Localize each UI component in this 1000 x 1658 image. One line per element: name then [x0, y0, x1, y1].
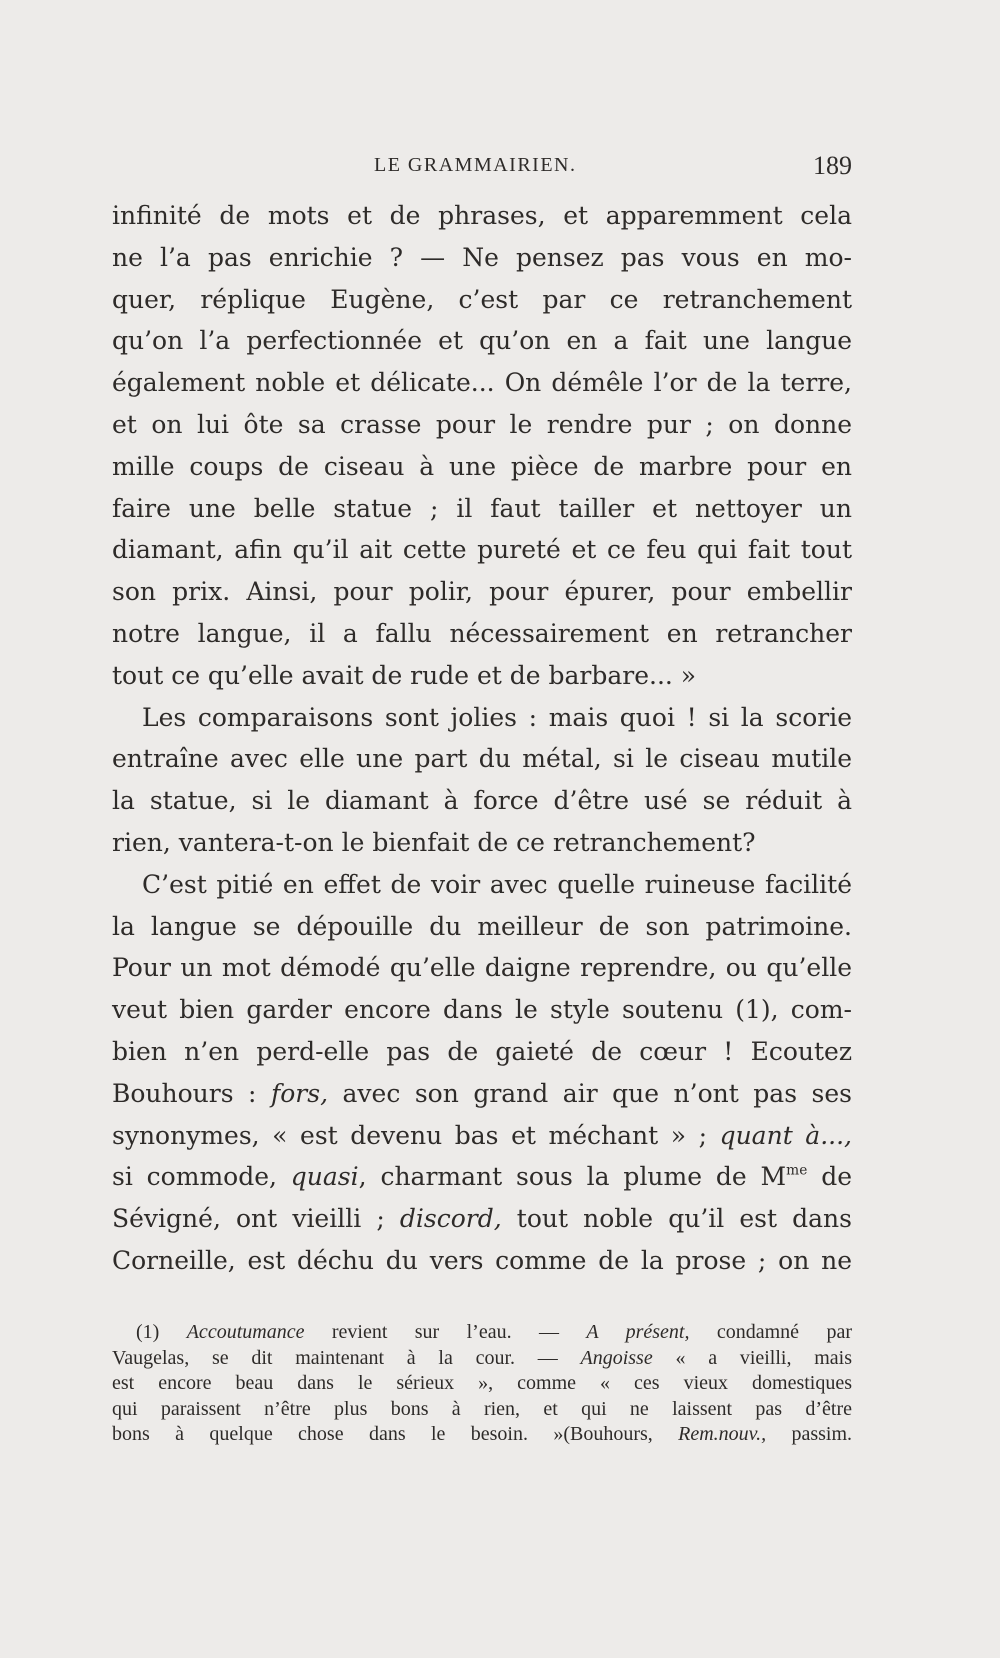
- footnote-line: (1) Accoutumance revient sur l’eau. — A présent, condamné par: [136, 1321, 852, 1343]
- body-text: [112, 195, 852, 1282]
- paragraph-start-line: C’est pitié en effet de voir avec quelle ruineuse facilité: [142, 869, 852, 899]
- text-line: également noble et délicate... On démêle l’or de la terre,: [112, 368, 852, 398]
- running-head: [112, 151, 852, 188]
- text-line: ne l’a pas enrichie ? — Ne pensez pas vous en mo-: [112, 242, 852, 272]
- superscript: me: [786, 1163, 808, 1180]
- italic-word: quant à...,: [719, 1120, 852, 1150]
- page-number: 189: [813, 151, 852, 180]
- text-line: entraîne avec elle une part du métal, si le ciseau mutile: [112, 744, 852, 774]
- italic-word: fors,: [270, 1078, 329, 1108]
- italic-word: discord,: [399, 1204, 502, 1234]
- text-line: Bouhours : fors, avec son grand air que n’ont pas ses: [112, 1078, 852, 1108]
- text-line: faire une belle statue ; il faut tailler et nettoyer un: [112, 493, 852, 523]
- text-line: veut bien garder encore dans le style soutenu (1), com-: [112, 995, 852, 1025]
- footnote-marker: (1): [136, 1321, 187, 1343]
- italic-word: quasi: [290, 1162, 359, 1192]
- footnote-line: bons à quelque chose dans le besoin. »(Bouhours, Rem.nouv., passim.: [112, 1423, 852, 1445]
- text-line: diamant, afin qu’il ait cette pureté et ce feu qui fait tout: [112, 535, 852, 565]
- text-line: mille coups de ciseau à une pièce de marbre pour en: [112, 451, 852, 481]
- text-line: et on lui ôte sa crasse pour le rendre pur ; on donne: [112, 409, 852, 439]
- text-line: notre langue, il a fallu nécessairement en retrancher: [112, 618, 852, 648]
- text-line: qu’on l’a perfectionnée et qu’on en a fait une langue: [112, 326, 852, 356]
- text-line: synonymes, « est devenu bas et méchant » ; quant à...,: [112, 1120, 852, 1150]
- text-line: rien, vantera-t-on le bienfait de ce retranchement?: [112, 827, 756, 857]
- text-line: bien n’en perd-elle pas de gaieté de cœur ! Ecoutez: [112, 1036, 852, 1066]
- text-line: son prix. Ainsi, pour polir, pour épurer, pour embellir: [112, 577, 852, 607]
- footnote-line: est encore beau dans le sérieux », comme « ces vieux domestiques: [112, 1372, 852, 1394]
- text-line: Pour un mot démodé qu’elle daigne reprendre, ou qu’elle: [112, 953, 852, 983]
- paragraph-start-line: Les comparaisons sont jolies : mais quoi ! si la scorie: [142, 702, 852, 732]
- text-line: Sévigné, ont vieilli ; discord, tout noble qu’il est dans: [112, 1204, 852, 1234]
- running-title: LE GRAMMAIRIEN.: [374, 154, 577, 176]
- text-line: la statue, si le diamant à force d’être usé se réduit à: [112, 786, 852, 816]
- text-line: tout ce qu’elle avait de rude et de barbare... »: [112, 660, 697, 690]
- text-line: la langue se dépouille du meilleur de son patrimoine.: [112, 911, 852, 941]
- footnote-line: qui paraissent n’être plus bons à rien, et qui ne laissent pas d’être: [112, 1397, 852, 1420]
- text-line: infinité de mots et de phrases, et apparemment cela: [112, 201, 852, 230]
- footnote-line: Vaugelas, se dit maintenant à la cour. — Angoisse « a vieilli, mais: [112, 1346, 852, 1369]
- text-line: si commode, quasi, charmant sous la plume de $M^{me}$ de: [112, 1162, 852, 1192]
- footnote: [112, 1320, 852, 1448]
- text-line: quer, réplique Eugène, c’est par ce retranchement: [112, 284, 852, 314]
- text-line: Corneille, est déchu du vers comme de la prose ; on ne: [112, 1245, 852, 1275]
